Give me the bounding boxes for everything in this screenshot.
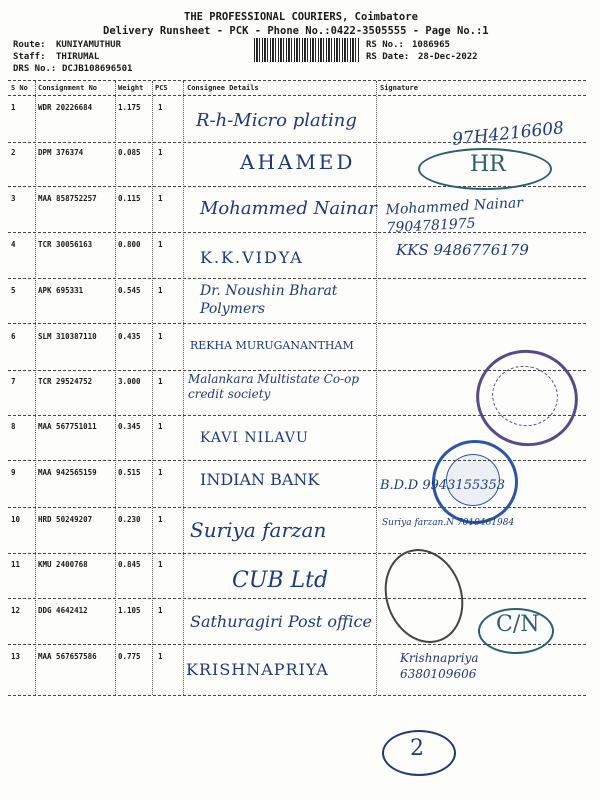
row-rule — [8, 278, 586, 279]
row-consignment: DDG 4642412 — [38, 606, 88, 615]
consignee-handwriting: KRISHNAPRIYA — [186, 660, 329, 679]
signature-handwriting: Mohammed Nainar 7904781975 — [385, 195, 524, 237]
cub-stamp — [372, 538, 476, 654]
consignee-handwriting: R-h-Micro plating — [196, 110, 357, 131]
col-divider-5 — [376, 81, 377, 695]
row-weight: 0.085 — [118, 148, 141, 157]
col-consignment: Consignment No — [38, 84, 98, 92]
row-pcs: 1 — [158, 194, 163, 203]
row-sno: 4 — [11, 240, 16, 249]
row-sno: 11 — [11, 560, 21, 569]
row-sno: 9 — [11, 468, 16, 477]
row-pcs: 1 — [158, 332, 163, 341]
route-value: KUNIYAMUTHUR — [56, 40, 122, 50]
consignee-handwriting: CUB Ltd — [232, 568, 329, 593]
row-consignment: SLM 310387110 — [38, 332, 97, 341]
row-consignment: MAA 858752257 — [38, 194, 97, 203]
route-label: Route: — [13, 40, 46, 50]
col-divider-3 — [152, 81, 153, 695]
row-sno: 2 — [11, 148, 16, 157]
rs-no-value: 1086965 — [412, 40, 450, 50]
row-weight: 3.000 — [118, 377, 141, 386]
row-weight: 0.800 — [118, 240, 141, 249]
consignee-handwriting: Dr. Noushin Bharat Polymers — [200, 283, 338, 317]
row-weight: 0.775 — [118, 652, 141, 661]
row-sno: 10 — [11, 515, 21, 524]
rs-no-label: RS No.: — [366, 40, 404, 50]
row-pcs: 1 — [158, 422, 163, 431]
row-pcs: 1 — [158, 377, 163, 386]
drs-value: DCJB108696501 — [62, 64, 133, 74]
row-weight: 0.845 — [118, 560, 141, 569]
consignee-handwriting: KAVI NILAVU — [200, 430, 309, 446]
consignee-handwriting: Sathuragiri Post office — [190, 612, 372, 631]
row-sno: 5 — [11, 286, 16, 295]
row-consignment: HRD 50249207 — [38, 515, 93, 524]
table-bottom-rule — [8, 695, 586, 696]
row-consignment: TCR 30056163 — [38, 240, 93, 249]
rs-date-label: RS Date: — [366, 52, 410, 62]
signature-handwriting: HR — [470, 152, 506, 177]
row-consignment: DPM 376374 — [38, 148, 84, 157]
staff-value: THIRUMAL — [56, 52, 100, 62]
signature-handwriting: Suriya farzan.N 7010461984 — [382, 518, 515, 528]
signature-handwriting: C/N — [496, 612, 540, 637]
row-weight: 0.515 — [118, 468, 141, 477]
col-sno: S No — [11, 84, 28, 92]
row-weight: 0.230 — [118, 515, 141, 524]
row-consignment: TCR 29524752 — [38, 377, 93, 386]
row-weight: 0.345 — [118, 422, 141, 431]
row-weight: 0.115 — [118, 194, 141, 203]
row-pcs: 1 — [158, 103, 163, 112]
row-weight: 1.105 — [118, 606, 141, 615]
row-consignment: WDR 20226684 — [38, 103, 93, 112]
col-weight: Weight — [118, 84, 144, 92]
row-pcs: 1 — [158, 652, 163, 661]
row-weight: 0.545 — [118, 286, 141, 295]
barcode-graphic — [254, 38, 360, 62]
table-header-rule — [8, 95, 586, 96]
row-rule — [8, 323, 586, 324]
signature-handwriting: 97H4216608 — [451, 118, 565, 150]
row-pcs: 1 — [158, 468, 163, 477]
drs-label: DRS No.: — [13, 64, 57, 74]
row-sno: 8 — [11, 422, 16, 431]
row-pcs: 1 — [158, 286, 163, 295]
rs-date-value: 28-Dec-2022 — [418, 52, 478, 62]
row-rule — [8, 553, 586, 554]
row-pcs: 1 — [158, 606, 163, 615]
row-sno: 13 — [11, 652, 21, 661]
col-signature: Signature — [380, 84, 418, 92]
row-sno: 12 — [11, 606, 21, 615]
row-pcs: 1 — [158, 240, 163, 249]
col-consignee: Consignee Details — [187, 84, 259, 92]
row-sno: 1 — [11, 103, 16, 112]
row-consignment: APK 695331 — [38, 286, 84, 295]
row-consignment: MAA 567751011 — [38, 422, 97, 431]
row-consignment: KMU 2400768 — [38, 560, 88, 569]
row-rule — [8, 232, 586, 233]
consignee-handwriting: Suriya farzan — [190, 518, 327, 542]
consignee-handwriting: REKHA MURUGANANTHAM — [190, 339, 354, 352]
row-rule — [8, 598, 586, 599]
row-consignment: MAA 942565159 — [38, 468, 97, 477]
row-pcs: 1 — [158, 148, 163, 157]
consignee-handwriting: AHAMED — [240, 150, 356, 174]
consignee-handwriting: INDIAN BANK — [200, 470, 320, 489]
row-sno: 3 — [11, 194, 16, 203]
signature-handwriting: KKS 9486776179 — [396, 241, 529, 259]
company-title: THE PROFESSIONAL COURIERS, Coimbatore — [184, 11, 418, 23]
row-weight: 1.175 — [118, 103, 141, 112]
signature-handwriting: Krishnapriya 6380109606 — [400, 651, 479, 681]
consignee-handwriting: K.K.VIDYA — [200, 248, 304, 267]
table-top-rule — [8, 80, 586, 81]
col-divider-4 — [183, 81, 184, 695]
consignee-handwriting: Mohammed Nainar — [200, 198, 377, 219]
col-pcs: PCS — [155, 84, 168, 92]
staff-label: Staff: — [13, 52, 46, 62]
consignee-handwriting: Malankara Multistate Co-op credit society — [188, 372, 360, 401]
row-weight: 0.435 — [118, 332, 141, 341]
runsheet-subtitle: Delivery Runsheet - PCK - Phone No.:0422-3505555 - Page No.:1 — [103, 25, 489, 37]
row-sno: 7 — [11, 377, 16, 386]
row-pcs: 1 — [158, 515, 163, 524]
row-pcs: 1 — [158, 560, 163, 569]
col-divider-1 — [35, 81, 36, 695]
col-divider-2 — [115, 81, 116, 695]
page-mark-number: 2 — [410, 736, 424, 761]
row-sno: 6 — [11, 332, 16, 341]
row-consignment: MAA 567657586 — [38, 652, 97, 661]
signature-handwriting: B.D.D 9943155353 — [380, 478, 506, 493]
